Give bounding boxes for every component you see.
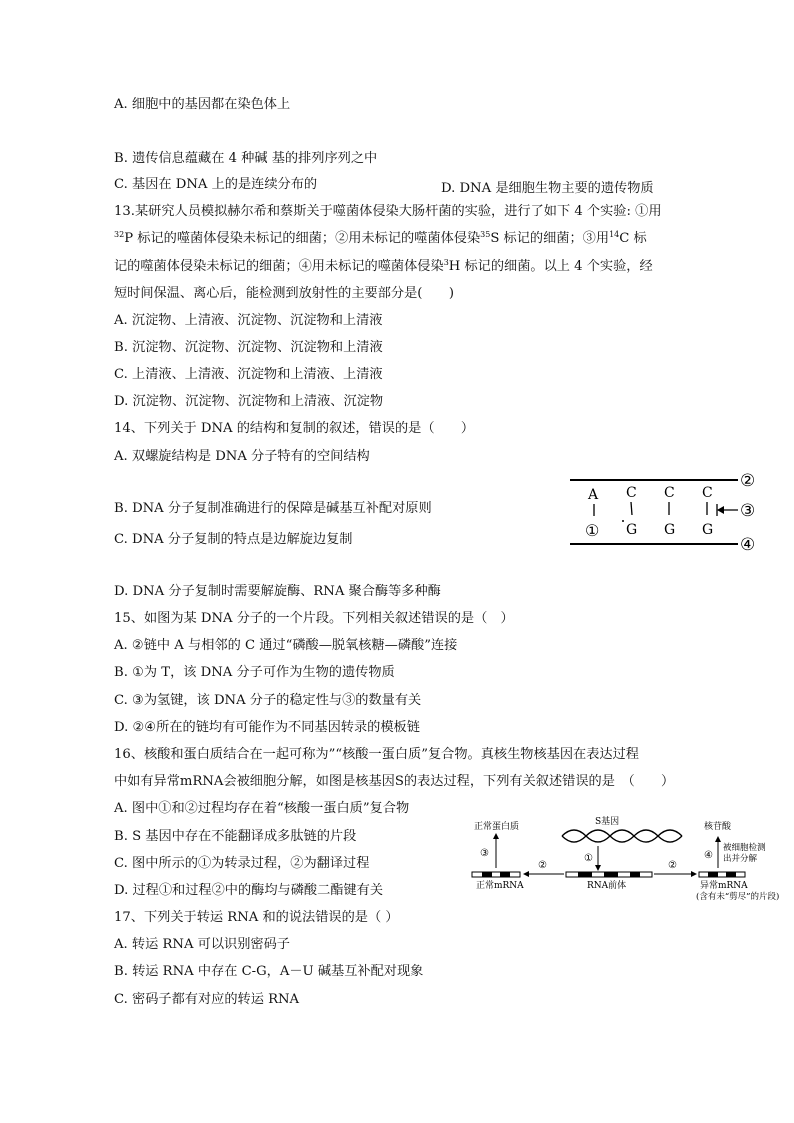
detect-label-1: 被细胞检测 xyxy=(723,843,766,853)
q16-option-c: C. 图中所示的①为转录过程，②为翻译过程 xyxy=(114,856,370,871)
normal-mrna-label: 正常mRNA xyxy=(476,881,524,891)
q14-option-b: B. DNA 分子复制准确进行的保障是碱基互补配对原则 xyxy=(114,501,432,516)
nucleotide-label: 核苷酸 xyxy=(704,822,732,832)
q13-option-a: A. 沉淀物、上清液、沉淀物、沉淀物和上清液 xyxy=(114,313,383,328)
q13-stem-line4: 短时间保温、离心后，能检测到放射性的主要部分是( ) xyxy=(114,286,454,301)
q14-stem: 14、下列关于 DNA 的结构和复制的叙述，错误的是（ ） xyxy=(114,421,475,436)
q12-option-c: C. 基因在 DNA 上的是连续分布的 xyxy=(114,177,318,192)
arrow-3-head xyxy=(493,833,499,839)
arrow-4-head xyxy=(715,836,721,842)
q13-stem-line3: 记的噬菌体侵染未标记的细菌；④用未标记的噬菌体侵染$^3$H 标记的细菌。以上 4 个实验，经 xyxy=(114,258,653,274)
normal-protein-label: 正常蛋白质 xyxy=(474,822,520,832)
q15-option-b: B. ①为 T，该 DNA 分子可作为生物的遗传物质 xyxy=(114,665,395,680)
q17-option-c: C. 密码子都有对应的转运 RNA xyxy=(114,992,300,1007)
q12-option-b: B. 遗传信息蕴藏在 4 种碱 基的排列序列之中 xyxy=(114,151,378,166)
q16-option-b: B. S 基因中存在不能翻译成多肽链的片段 xyxy=(114,829,357,844)
base-bottom-g2: G xyxy=(664,522,676,538)
normal-mrna-bar xyxy=(472,872,520,877)
step-2a: ② xyxy=(538,860,547,871)
label-1: ① xyxy=(585,521,600,540)
abnormal-mrna-label: 异常mRNA xyxy=(700,881,748,891)
q16-stem-line2: 中如有异常mRNA会被细胞分解，如图是核基因S的表达过程，下列有关叙述错误的是 （ ） xyxy=(114,774,675,789)
dot xyxy=(622,520,624,522)
base-top-a: A xyxy=(588,487,599,503)
step-2b: ② xyxy=(668,860,677,871)
q16-option-d: D. 过程①和过程②中的酶均与磷酸二酯键有关 xyxy=(114,883,384,898)
base-bottom-g1: G xyxy=(626,522,638,538)
abnormal-note: (含有未“剪尽”的片段) xyxy=(696,892,780,902)
mrna-seg-2 xyxy=(500,872,510,877)
dna-fragment-figure xyxy=(560,466,770,556)
step-3: ③ xyxy=(480,848,489,859)
q17-option-b: B. 转运 RNA 中存在 C-G，A－U 碱基互补配对现象 xyxy=(114,964,424,979)
base-top-c1: C xyxy=(626,485,637,501)
detect-label-2: 出并分解 xyxy=(723,854,758,864)
q13-stem-line1: 13.某研究人员模拟赫尔希和蔡斯关于噬菌体侵染大肠杆菌的实验，进行了如下 4 个实验: ①用 xyxy=(114,204,662,219)
arrow-2b-head xyxy=(691,871,697,877)
precursor-seg-3 xyxy=(630,872,640,877)
precursor-seg-1 xyxy=(578,872,592,877)
arrow-3-head xyxy=(717,506,724,514)
abnormal-seg-2 xyxy=(726,872,736,877)
base-top-c2: C xyxy=(664,485,675,501)
label-2: ② xyxy=(740,471,756,491)
q13-option-b: B. 沉淀物、沉淀物、沉淀物、沉淀物和上清液 xyxy=(114,340,383,355)
q14-option-d: D. DNA 分子复制时需要解旋酶、RNA 聚合酶等多种酶 xyxy=(114,584,441,599)
q15-option-a: A. ②链中 A 与相邻的 C 通过“磷酸—脱氧核糖—磷酸”连接 xyxy=(114,638,458,653)
q13-option-c: C. 上清液、上清液、沉淀物和上清液、上清液 xyxy=(114,367,383,382)
q14-option-a: A. 双螺旋结构是 DNA 分子特有的空间结构 xyxy=(114,449,370,464)
q14-option-c: C. DNA 分子复制的特点是边解旋边复制 xyxy=(114,532,353,547)
q15-stem: 15、如图为某 DNA 分子的一个片段。下列相关叙述错误的是（ ） xyxy=(114,611,514,626)
q16-option-a: A. 图中①和②过程均存在着“核酸一蛋白质”复合物 xyxy=(114,801,410,816)
q13-stem-line2: $^{32}$P 标记的噬菌体侵染未标记的细菌；②用未标记的噬菌体侵染$^{35}$S 标记的细菌；③用$^{14}$C 标 xyxy=(114,230,647,246)
arrow-2a-head xyxy=(523,871,529,877)
bond-c1 xyxy=(631,502,632,515)
abnormal-seg-1 xyxy=(708,872,718,877)
precursor-seg-2 xyxy=(604,872,618,877)
q17-stem: 17、下列关于转运 RNA 和的说法错误的是（ ） xyxy=(114,910,399,925)
step-1: ① xyxy=(584,853,593,864)
step-4: ④ xyxy=(704,850,713,861)
base-bottom-g3: G xyxy=(702,522,714,538)
abnormal-mrna-bar xyxy=(699,872,745,877)
q15-option-c: C. ③为氢键，该 DNA 分子的稳定性与③的数量有关 xyxy=(114,693,422,708)
mrna-seg-1 xyxy=(482,872,492,877)
label-3: ③ xyxy=(740,501,756,521)
q12-option-d: D. DNA 是细胞生物主要的遗传物质 xyxy=(441,181,654,196)
q16-stem-line1: 16、核酸和蛋白质结合在一起可称为”“核酸一蛋白质”复合物。真核生物核基因在表达过程 xyxy=(114,747,639,762)
precursor-label: RNA前体 xyxy=(587,881,627,891)
q15-option-d: D. ②④所在的链均有可能作为不同基因转录的模板链 xyxy=(114,720,420,735)
q17-option-a: A. 转运 RNA 可以识别密码子 xyxy=(114,937,290,952)
base-top-c3: C xyxy=(702,485,713,501)
gene-label: S基因 xyxy=(595,817,620,827)
label-4: ④ xyxy=(740,535,756,555)
gene-expression-figure xyxy=(470,812,788,902)
arrow-1-head xyxy=(595,865,601,871)
q13-option-d: D. 沉淀物、沉淀物、沉淀物和上清液、沉淀物 xyxy=(114,394,384,409)
q12-option-a: A. 细胞中的基因都在染色体上 xyxy=(114,97,291,112)
